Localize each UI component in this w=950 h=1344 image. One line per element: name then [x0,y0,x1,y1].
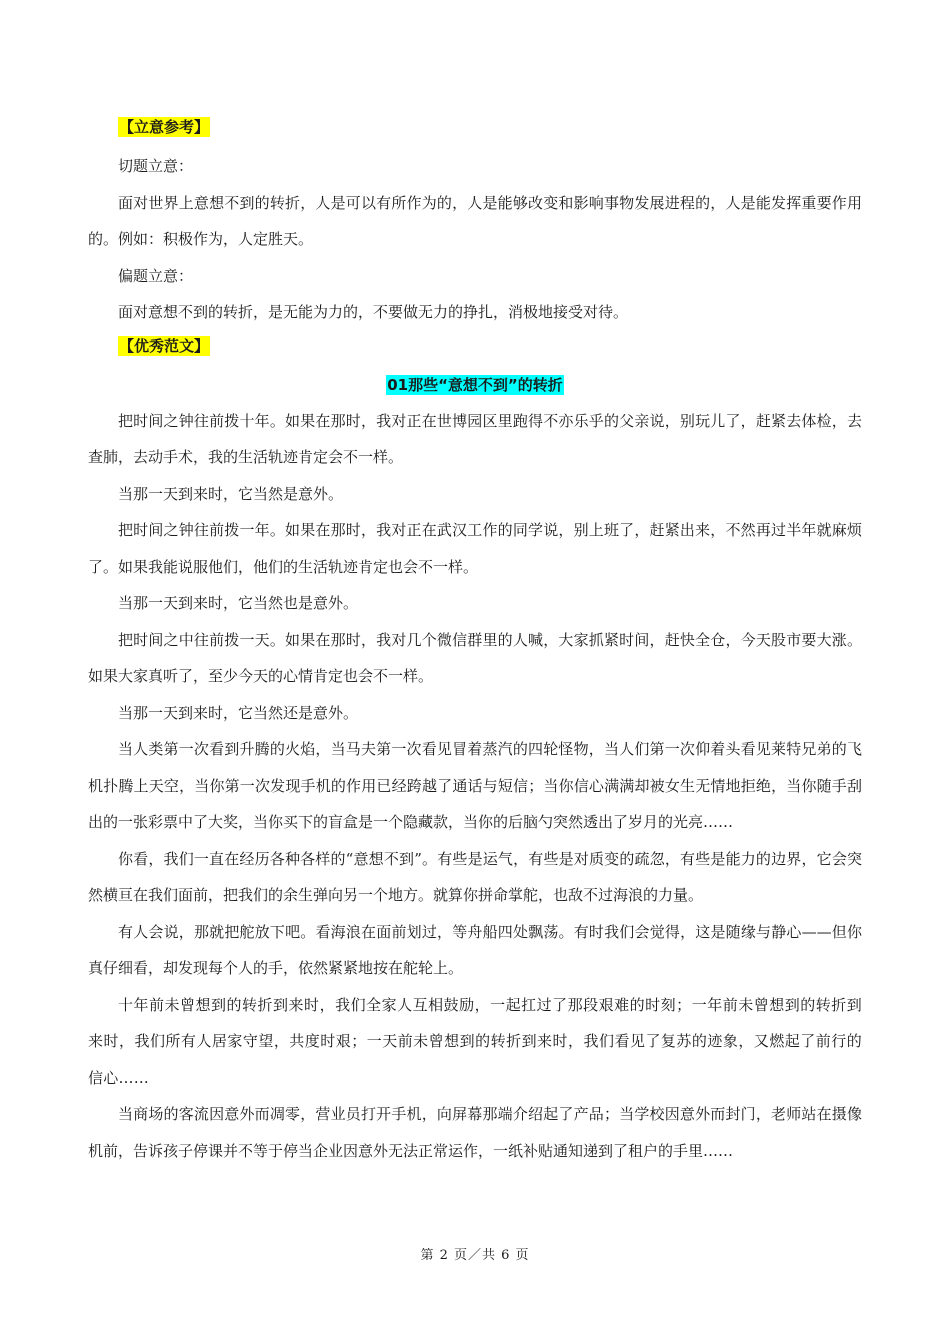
essay-paragraph: 当那一天到来时，它当然还是意外。 [118,703,359,722]
page-number-footer: 第 2 页／共 6 页 [420,1248,530,1263]
essay-paragraph: 当那一天到来时，它当然是意外。 [118,484,344,503]
essay-paragraph: 有人会说，那就把舵放下吧。看海浪在面前划过，等舟船四处飘荡。有时我们会觉得，这是随缘与静心——但你真仔细看，却发现每个人的手，依然紧紧地按在舵轮上。 [88,922,862,977]
on-topic-text: 面对世界上意想不到的转折，人是可以有所作为的，人是能够改变和影响事物发展进程的，人是能发挥重要作用的。例如：积极作为，人定胜天。 [88,193,862,248]
theme-reference-heading [88,112,862,148]
essay-title-row [88,367,862,403]
essay-paragraph: 当人类第一次看到升腾的火焰，当马夫第一次看见冒着蒸汽的四轮怪物，当人们第一次仰着头看见莱特兄弟的飞机扑腾上天空，当你第一次发现手机的作用已经跨越了通话与短信；当你信心满满却被女生无情地拒绝，当你随手刮出的一张彩票中了大奖，当你买下的盲盒是一个隐藏款，当你的后脑勺突然透出了岁月的光亮…… [88,740,862,831]
essay-paragraph: 当那一天到来时，它当然也是意外。 [118,594,359,612]
page-content [88,112,862,1169]
on-topic-label: 切题立意： [118,157,194,175]
essay-paragraph: 把时间之钟往前拨一年。如果在那时，我对正在武汉工作的同学说，别上班了，赶紧出来，不然再过半年就麻烦了。如果我能说服他们，他们的生活轨迹肯定也会不一样。 [88,521,862,576]
essay-title: 01那些“意想不到”的转折 [387,375,563,394]
off-topic-label: 偏题立意： [118,266,194,285]
essay-paragraph: 十年前未曾想到的转折到来时，我们全家人互相鼓励，一起扛过了那段艰难的时刻；一年前未曾想到的转折到来时，我们所有人居家守望，共度时艰；一天前未曾想到的转折到来时，我们看见了复苏的迹象，又燃起了前行的信心…… [88,995,862,1087]
essay-paragraph: 你看，我们一直在经历各种各样的“意想不到”。有些是运气，有些是对质变的疏忽，有些是能力的边界，它会突然横亘在我们面前，把我们的余生弹向另一个地方。就算你拼命掌舵，也敌不过海浪的力量。 [88,849,862,904]
theme-reference-label: 【立意参考】 [119,118,210,136]
essay-paragraph: 当商场的客流因意外而凋零，营业员打开手机，向屏幕那端介绍起了产品；当学校因意外而封门，老师站在摄像机前，告诉孩子停课并不等于停当企业因意外无法正常运作，一纸补贴通知递到了租户的手里…… [88,1105,862,1160]
model-essay-heading [88,331,862,367]
off-topic-text: 面对意想不到的转折，是无能为力的，不要做无力的挣扎，消极地接受对待。 [118,303,629,321]
essay-paragraph: 把时间之中往前拨一天。如果在那时，我对几个微信群里的人喊，大家抓紧时间，赶快全仓，今天股市要大涨。如果大家真听了，至少今天的心情肯定也会不一样。 [88,630,862,685]
essay-paragraph: 把时间之钟往前拨十年。如果在那时，我对正在世博园区里跑得不亦乐乎的父亲说，别玩儿了，赶紧去体检，去查肺，去动手术，我的生活轨迹肯定会不一样。 [88,411,862,466]
model-essay-label: 【优秀范文】 [119,336,210,355]
